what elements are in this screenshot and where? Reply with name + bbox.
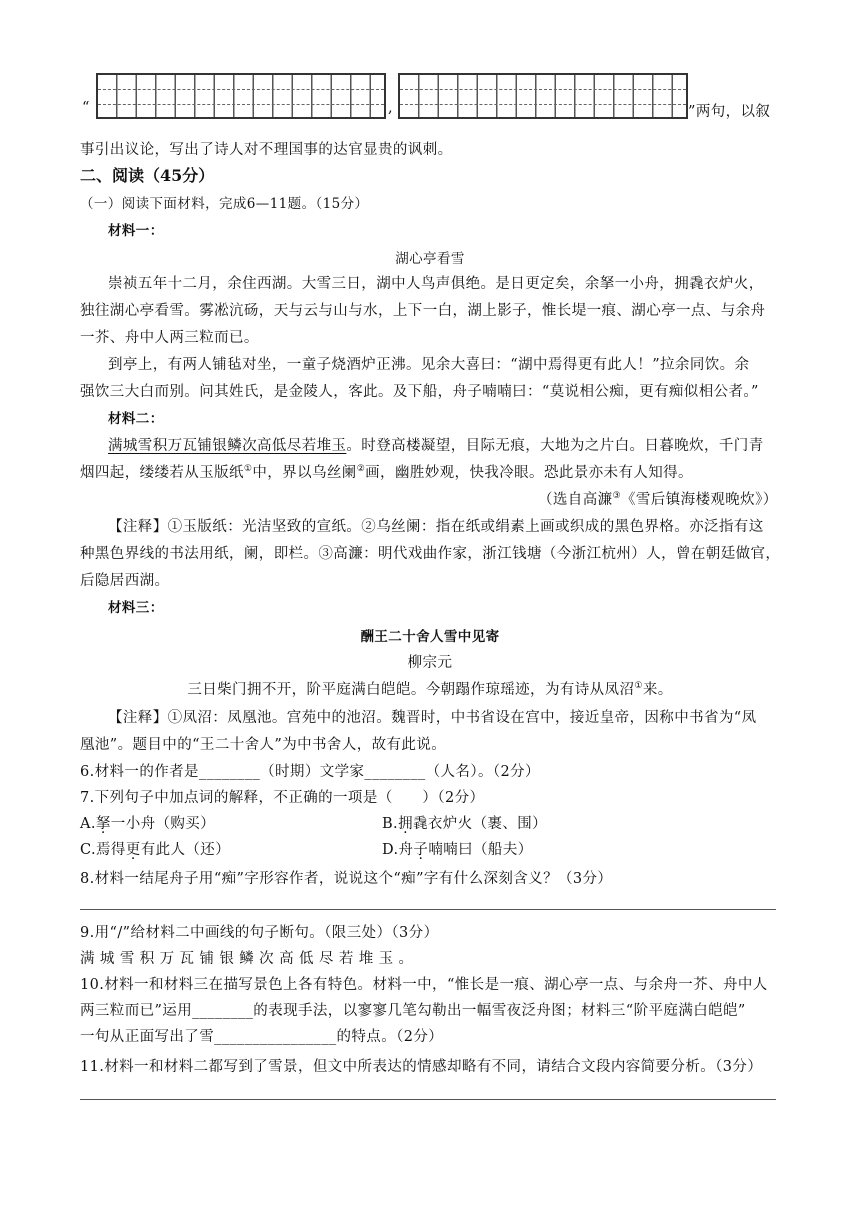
material-1-label: 材料一： xyxy=(108,223,164,239)
question-9-stem: 9.用“/”给材料二中画线的句子断句。（限三处）（3分） xyxy=(80,925,439,941)
question-7-stem: 7.下列句子中加点词的解释，不正确的一项是（ ）（2分） xyxy=(80,790,485,806)
m2-line2-a: 烟四起，缕缕若从玉版纸 xyxy=(80,465,244,481)
option-c-dotted: 更 xyxy=(125,842,141,858)
material-3-author: 柳宗元 xyxy=(407,655,453,671)
option-c[interactable] xyxy=(80,838,230,859)
poem-a: 三日柴门拥不开，阶平庭满白皑皑。今朝蹋作琼瑶迹，为有诗从凤沼 xyxy=(187,682,635,698)
option-b-dotted: 拥 xyxy=(398,816,413,832)
poem-b: 来。 xyxy=(642,682,673,698)
top-line-2: 事引出议论，写出了诗人对不理国事的达官显贵的讽刺。 xyxy=(80,142,453,158)
m1-p1-line2: 独往湖心亭看雪。雾凇沆砀，天与云与山与水，上下一白，湖上影子，惟长堤一痕、湖心亭一点、与余舟 xyxy=(80,303,766,319)
option-d[interactable] xyxy=(382,838,533,859)
m2-note-line2: 种黑色界线的书法用纸，阑，即栏。③高濂：明代戏曲作家，浙江钱塘（今浙江杭州）人，曾在朝廷做官， xyxy=(80,546,781,562)
m3-note-line1: 【注释】①凤沼：凤凰池。宫苑中的池沼。魏晋时，中书省设在宫中，接近皇帝，因称中书省为“凤 xyxy=(108,710,757,726)
material-3-title: 酬王二十舍人雪中见寄 xyxy=(360,629,500,645)
question-10-line2: 两三粒而已”运用________的表现手法，以寥寥几笔勾勒出一幅雪夜泛舟图；材料三“阶平庭满白皑皑” xyxy=(80,1003,746,1019)
option-b[interactable] xyxy=(382,812,547,833)
section-heading: 二、阅读（45分） xyxy=(80,166,215,185)
question-10-line1: 10.材料一和材料三在描写景色上各有特色。材料一中，“惟长是一痕、湖心亭一点、与余舟一芥、舟中人 xyxy=(80,977,768,993)
question-10-line3: 一句从正面写出了雪________________的特点。（2分） xyxy=(80,1029,444,1045)
m2-source xyxy=(538,488,778,509)
m1-p1-line1: 崇祯五年十二月，余住西湖。大雪三日，湖中人鸟声俱绝。是日更定矣，余拏一小舟，拥毳衣炉火， xyxy=(108,276,764,292)
m2-line2-b: 中，界以乌丝阑 xyxy=(252,465,357,481)
m1-p1-line3: 一芥、舟中人两三粒而已。 xyxy=(80,330,259,346)
section-intro: （一）阅读下面材料，完成6—11题。（15分） xyxy=(80,196,369,212)
option-b-pre: B. xyxy=(382,816,399,832)
quote-open: “ xyxy=(82,100,90,116)
m2-line1-rest: 。时登高楼凝望，目际无痕，大地为之片白。日暮晚炊，千门青 xyxy=(346,438,764,454)
option-d-pre: D.舟 xyxy=(382,842,414,858)
question-11: 11.材料一和材料二都写到了雪景，但文中所表达的情感却略有不同，请结合文段内容简要分析。（3分） xyxy=(80,1059,763,1075)
m3-note-line2: 凰池”。题目中的“王二十舍人”为中书舍人，故有此说。 xyxy=(80,737,447,753)
m2-line2-c: 画，幽胜妙观，快我冷眼。恐此景亦未有人知得。 xyxy=(365,465,693,481)
footnote-mark-1: ① xyxy=(243,464,253,475)
m2-underlined-sentence: 满城雪积万瓦铺银鳞次高低尽若堆玉 xyxy=(108,438,347,454)
m1-p2-line1: 到亭上，有两人铺毡对坐，一童子烧酒炉正沸。见余大喜曰：“湖中焉得更有此人！”拉余同饮。余 xyxy=(108,357,750,373)
answer-grid-2[interactable] xyxy=(398,73,688,119)
m1-p2-line2: 强饮三大白而别。问其姓氏，是金陵人，客此。及下船，舟子喃喃曰：“莫说相公痴，更有痴似相公者。” xyxy=(80,384,759,400)
question-8: 8.材料一结尾舟子用“痴”字形容作者，说说这个“痴”字有什么深刻含义？（3分） xyxy=(80,871,613,887)
material-3-poem xyxy=(0,678,860,699)
footnote-mark-poem: ① xyxy=(634,681,643,692)
grid-comma: , xyxy=(388,100,394,116)
option-c-pre: C.焉得 xyxy=(80,842,126,858)
option-a[interactable] xyxy=(80,812,215,833)
footnote-mark-3: ③ xyxy=(612,491,621,502)
option-b-post: 毳衣炉火（裹、围） xyxy=(412,816,548,832)
option-a-dotted: 拏 xyxy=(95,816,111,832)
question-9-sentence: 满 城 雪 积 万 瓦 铺 银 鳞 次 高 低 尽 若 堆 玉 。 xyxy=(80,951,414,967)
question-6: 6.材料一的作者是________（时期）文学家________（人名）。（2分） xyxy=(80,764,540,780)
m2-line2 xyxy=(80,461,693,482)
m2-note-line1: 【注释】①玉版纸：光洁坚致的宣纸。②乌丝阑：指在纸或绢素上画或织成的黑色界格。亦泛指有这 xyxy=(108,519,764,535)
option-d-dotted: 子 xyxy=(413,842,429,858)
material-2-label: 材料二： xyxy=(108,411,164,427)
option-a-pre: A. xyxy=(80,816,96,832)
m2-source-b: 《雪后镇海楼观晚炊》） xyxy=(620,492,778,508)
footnote-mark-2: ② xyxy=(356,464,366,475)
quote-tail: ”两句，以叙 xyxy=(688,104,771,120)
option-c-post: 有此人（还） xyxy=(140,842,231,858)
m2-source-a: （选自高濂 xyxy=(538,492,613,508)
m2-note-line3: 后隐居西湖。 xyxy=(80,573,170,589)
m2-line1 xyxy=(108,434,764,455)
answer-line-q8[interactable] xyxy=(80,909,776,910)
answer-grid-1[interactable] xyxy=(96,73,386,119)
option-d-post: 喃喃曰（船夫） xyxy=(428,842,533,858)
answer-line-q11[interactable] xyxy=(80,1099,776,1100)
material-1-title: 湖心亭看雪 xyxy=(395,251,465,267)
material-3-label: 材料三： xyxy=(108,600,164,616)
option-a-post: 一小舟（购买） xyxy=(110,816,216,832)
